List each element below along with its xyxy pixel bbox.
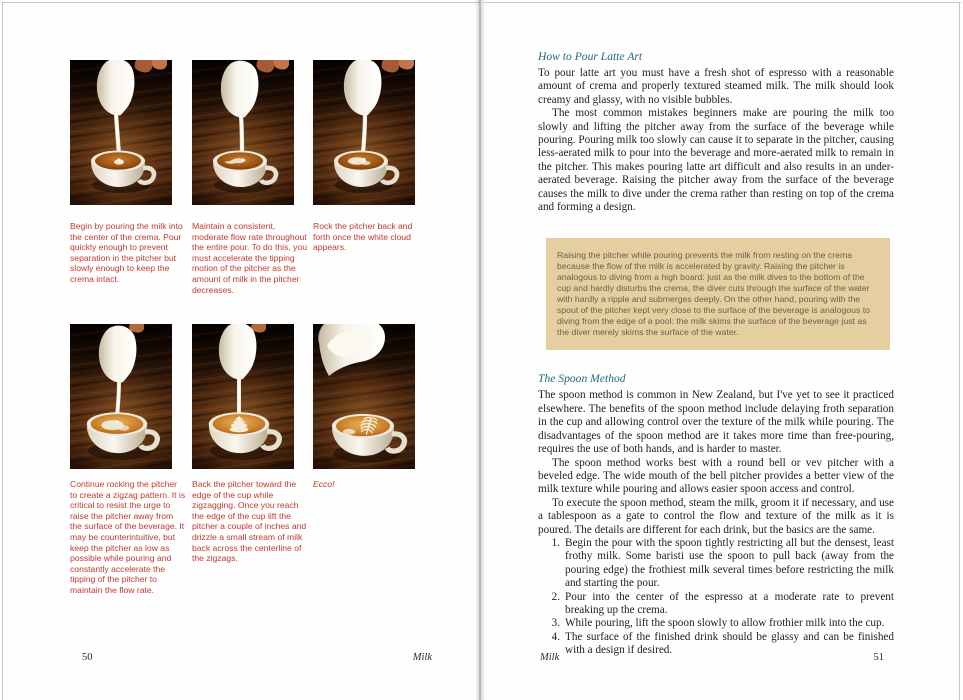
latte-photo-1 (70, 60, 172, 205)
photo-caption-5: Back the pitcher toward the edge of the cup while zigzagging. Once you reach the edge of the cup lift the pitcher a couple of inches and drizzle a small stream of milk back across the centerline of the zigzags. (192, 479, 307, 564)
section-heading-pour-latte-art: How to Pour Latte Art (538, 50, 643, 63)
page-number-left: 50 (82, 652, 93, 663)
running-head-right: Milk (540, 652, 560, 663)
step-item-1 (538, 537, 894, 591)
step-number: 2. (551, 590, 560, 603)
step-number: 1. (551, 536, 560, 549)
body-paragraph: To pour latte art you must have a fresh shot of espresso with a reasonable amount of crema and properly textured steamed milk. The milk should look creamy and glassy, with no visible bubbles. (538, 67, 894, 106)
photo-caption-6: Ecco! (313, 479, 335, 489)
step-text: Pour into the center of the espresso at a moderate rate to prevent breaking up the crema. (565, 590, 894, 616)
page-edge-left (2, 2, 3, 700)
spoon-method-steps (538, 537, 894, 658)
latte-photo-3 (313, 60, 415, 205)
latte-photo-5 (192, 324, 294, 469)
body-paragraph: The spoon method is common in New Zealand, but I've yet to see it practiced elsewhere. The benefits of the spoon method include delaying froth separation in the cup and allowing control over the texture of the milk while pouring. The disadvantages of the spoon method are it takes more time than free-pouring, requires the use of both hands, and is harder to master. (538, 389, 894, 456)
page-edge-right (959, 2, 960, 700)
step-number: 3. (551, 617, 560, 630)
latte-photo-6 (313, 324, 415, 469)
step-item-3 (538, 617, 894, 630)
photo-caption-2: Maintain a consistent, moderate flow rate throughout the entire pour. To do this, you must accelerate the tipping motion of the pitcher as the amount of milk in the pitcher decreases. (192, 221, 307, 295)
latte-photo-2 (192, 60, 294, 205)
step-text: While pouring, lift the spoon slowly to allow frothier milk into the cup. (565, 617, 885, 630)
page-gutter (474, 0, 486, 700)
body-paragraph: The spoon method works best with a round bell or vev pitcher with a beveled edge. The wide mouth of the bell pitcher provides a better view of the milk texture while pouring and allows easier spoon access and control. (538, 456, 894, 496)
milk-stream (117, 381, 119, 417)
body-paragraph: The most common mistakes beginners make are pouring the milk too slowly and lifting the pitcher away from the surface of the beverage while pouring. Pouring milk too slowly can cause it to separate in the pitcher, causing less-aerated milk to pour into the beverage and more-aerated milk to remain in the pitcher. This makes pouring latte art difficult and also results in an under-aerated beverage. Raising the pitcher away from the surface of the beverage causes the milk to dive under the crema rather than resting on top of the crema and forming a design. (538, 107, 894, 214)
right-page-column (538, 50, 894, 658)
milk-stream (363, 114, 365, 153)
photo-caption-3: Rock the pitcher back and forth once the white cloud appears. (313, 221, 413, 253)
step-item-2 (538, 591, 894, 618)
step-number: 4. (551, 630, 560, 643)
body-paragraph: To execute the spoon method, steam the milk, groom it if necessary, and use a tablespoon as a gate to control the flow and texture of the milk as it is poured. The details are different for each drink, but the basics are the same. (538, 496, 894, 536)
photo-caption-1: Begin by pouring the milk into the center of the crema. Pour quickly enough to prevent separation in the pitcher but slowly enough to keep the crema intact. (70, 221, 183, 284)
photo-caption-4: Continue rocking the pitcher to create a zigzag pattern. It is critical to resist the urge to raise the pitcher away from the surface of the beverage. It may be counterintuitive, but keep the pitcher as low as possible while pouring and constantly accelerate the tipping of the pitcher to maintain the flow rate. (70, 479, 186, 595)
section-heading-spoon-method: The Spoon Method (538, 372, 626, 386)
running-head-left: Milk (412, 652, 432, 663)
milk-stream (241, 116, 242, 154)
sidebar-note-box: Raising the pitcher while pouring prevents the milk from resting on the crema because the flow of the milk is accelerated by gravity. Raising the pitcher is analogous to diving from a high board: just as the milk dives to the bottom of the cup and hardly disturbs the crema, the diver cuts through the surface of the water with hardly a ripple and submerges deeply. On the other hand, pouring with the spout of the pitcher kept very close to the surface of the beverage is analogous to diving from the edge of a pool: the milk skims the surface of the beverage just as the diver merely skims the surface of the water. (546, 238, 890, 350)
latte-photo-4 (70, 324, 172, 469)
step-text: Begin the pour with the spoon tightly restricting all but the densest, least frothy milk. Some baristi use the spoon to pull back (away from the pouring edge) the frothiest milk several times before restricting the milk and starting the pour. (565, 536, 894, 590)
page-number-right: 51 (873, 652, 884, 663)
milk-stream (116, 114, 119, 155)
step-text: The surface of the finished drink should be glassy and can be finished with a design if desired. (565, 630, 894, 657)
